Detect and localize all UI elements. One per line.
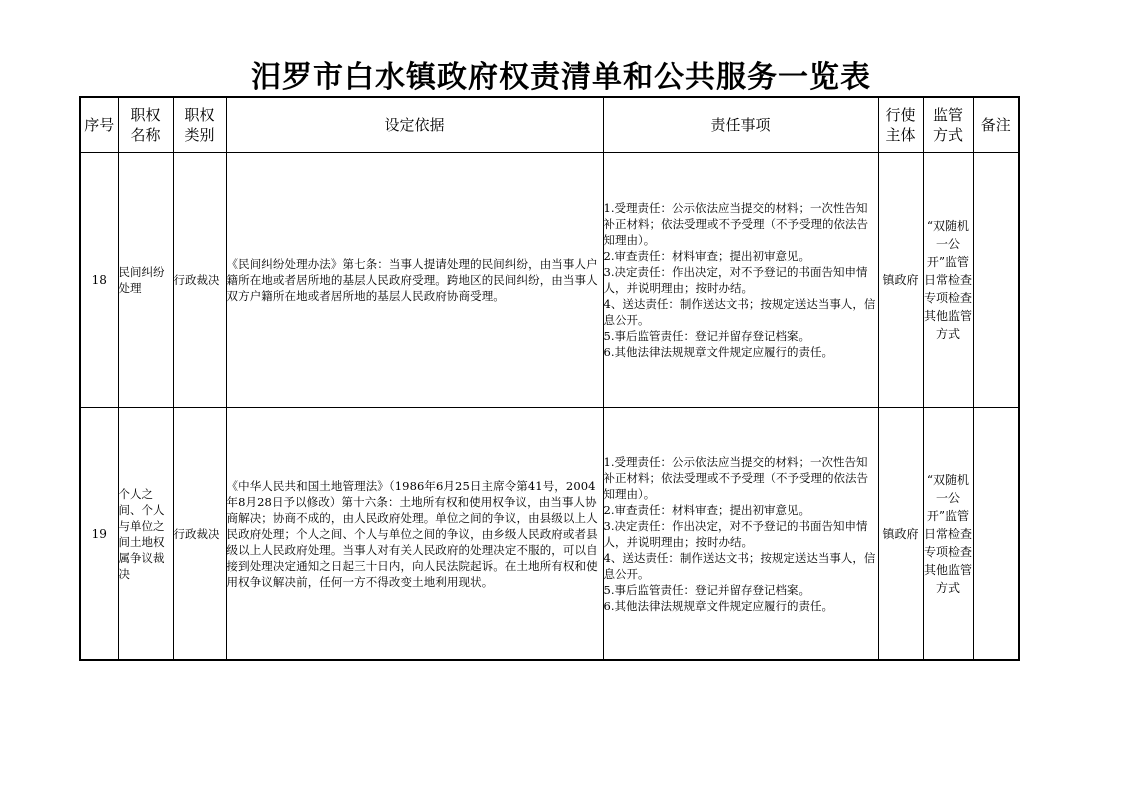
header-body (878, 97, 923, 153)
responsibility-item: 2.审查责任：材料审查；提出初审意见。 (603, 502, 810, 517)
cell-body: 镇政府 (878, 408, 923, 661)
responsibility-item: 5.事后监管责任：登记并留存登记档案。 (603, 582, 810, 597)
cell-type: 行政裁决 (173, 153, 226, 408)
cell-type: 行政裁决 (173, 408, 226, 661)
responsibility-table (79, 96, 1020, 661)
cell-name: 个人之间、个人与单位之间土地权属争议裁决 (118, 408, 173, 661)
responsibility-item: 3.决定责任：作出决定，对不予登记的书面告知申情人，并说明理由；按时办结。 (603, 265, 868, 295)
responsibility-item: 5.事后监管责任：登记并留存登记档案。 (603, 329, 810, 343)
table-row (80, 408, 1019, 661)
responsibility-item: 4、送达责任：制作送达文书；按规定送达当事人，信息公开。 (603, 550, 876, 581)
responsibility-item: 2.审查责任：材料审查；提出初审意见。 (603, 249, 810, 263)
cell-basis: 《中华人民共和国土地管理法》（1986年6月25日主席令第41号，2004年8月28日予以修改）第十六条：土地所有权和使用权争议，由当事人协商解决；协商不成的，由人民政府处理。单位之间的争议，由县级以上人民政府处理；个人之间、个人与单位之间的争议，由乡级人民政府或者县级以上人民政府处理。当事人对有关人民政府的处理决定不服的，可以自接到处理决定通知之日起三十日内，向人民法院起诉。在土地所有权和使用权争议解决前，任何一方不得改变土地利用现状。 (226, 408, 603, 661)
header-supervision-text: 监管方式 (933, 106, 964, 144)
cell-seq: 19 (80, 408, 118, 661)
cell-supervision: “双随机一公开”监管 日常检查 专项检查 其他监管方式 (923, 153, 973, 408)
cell-seq: 18 (80, 153, 118, 408)
header-responsibility: 责任事项 (603, 97, 878, 153)
header-type-text: 职权类别 (184, 106, 215, 144)
responsibility-item: 3.决定责任：作出决定，对不予登记的书面告知申情人，并说明理由；按时办结。 (603, 518, 868, 549)
header-seq: 序号 (80, 97, 118, 153)
header-name (118, 97, 173, 153)
cell-remark (973, 408, 1019, 661)
header-type (173, 97, 226, 153)
cell-basis: 《民间纠纷处理办法》第七条：当事人提请处理的民间纠纷，由当事人户籍所在地或者居所地的基层人民政府受理。跨地区的民间纠纷，由当事人双方户籍所在地或者居所地的基层人民政府协商受理。 (226, 153, 603, 408)
header-name-text: 职权名称 (130, 106, 161, 144)
cell-responsibility (603, 153, 878, 408)
header-remark: 备注 (973, 97, 1019, 153)
header-supervision (923, 97, 973, 153)
document-title: 汨罗市白水镇政府权责清单和公共服务一览表 (251, 60, 871, 95)
cell-remark (973, 153, 1019, 408)
header-body-text: 行使主体 (885, 106, 916, 144)
cell-name: 民间纠纷处理 (118, 153, 173, 408)
responsibility-item: 4、送达责任：制作送达文书；按规定送达当事人，信息公开。 (603, 297, 876, 327)
cell-responsibility (603, 408, 878, 661)
responsibility-item: 6.其他法律法规规章文件规定应履行的责任。 (603, 345, 833, 359)
responsibility-item: 6.其他法律法规规章文件规定应履行的责任。 (603, 598, 833, 613)
header-row (80, 97, 1019, 153)
header-basis: 设定依据 (226, 97, 603, 153)
responsibility-item: 1.受理责任：公示依法应当提交的材料；一次性告知补正材料；依法受理或不予受理（不予受理的依法告知理由）。 (603, 201, 868, 247)
cell-body: 镇政府 (878, 153, 923, 408)
table-row (80, 153, 1019, 408)
cell-supervision: “双随机一公开”监管 日常检查 专项检查 其他监管方式 (923, 408, 973, 661)
responsibility-item: 1.受理责任：公示依法应当提交的材料；一次性告知补正材料；依法受理或不予受理（不予受理的依法告知理由）。 (603, 454, 868, 501)
